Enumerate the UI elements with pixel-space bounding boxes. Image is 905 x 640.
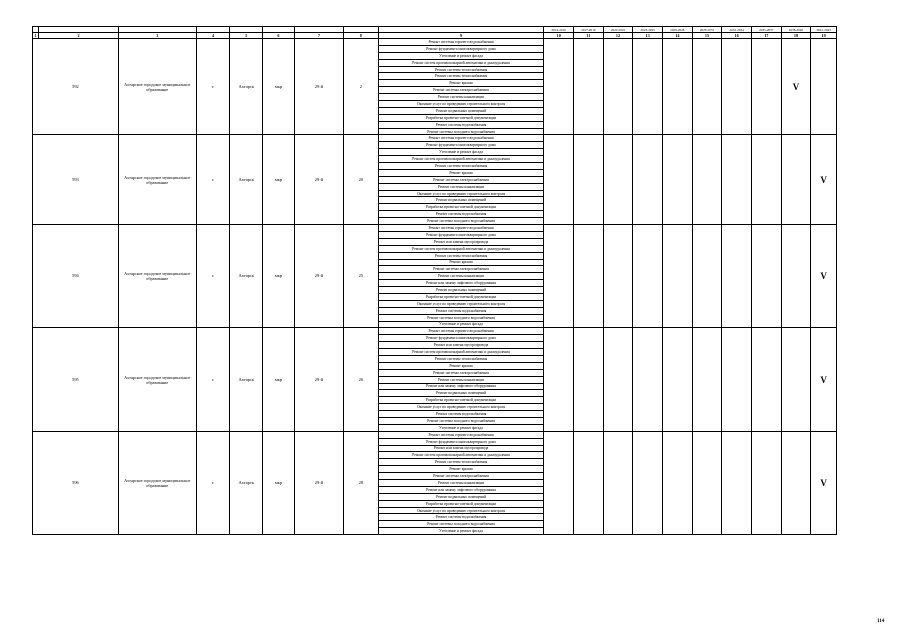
work-type-cell: Ремонт системы теплоснабжения [378, 73, 544, 80]
street-type-cell: мкр [263, 431, 295, 534]
work-type-cell: Ремонт систем противопожарной автоматики и дымоудаления [378, 245, 544, 252]
municipality-cell: Ахтарское городское муниципальное образование [118, 39, 196, 135]
work-type-cell: Утепление и ремонт фасада [378, 528, 544, 535]
work-type-cell: Ремонт системы водоснабжения [378, 211, 544, 218]
table-row [33, 135, 837, 142]
work-type-cell: Ремонт системы водоснабжения [378, 121, 544, 128]
period-cell [603, 328, 633, 431]
work-type-cell: Ремонт крыши [378, 169, 544, 176]
work-type-cell: Ремонт системы канализации [378, 273, 544, 280]
period-cell [663, 431, 693, 534]
work-type-cell: Ремонт систем противопожарной автоматики и дымоудаления [378, 349, 544, 356]
column-number-cell: 19 [811, 33, 837, 39]
municipality-cell: Ахтарское городское муниципальное образование [118, 225, 196, 328]
year-header-cell: 2035-2037 [751, 27, 781, 33]
work-type-cell: Ремонт системы горячего водоснабжения [378, 431, 544, 438]
column-number-cell: 13 [633, 33, 663, 39]
city-cell: Ахтарск [230, 135, 263, 225]
period-cell [663, 225, 693, 328]
work-type-cell: Ремонт фундамента многоквартирного дома [378, 438, 544, 445]
period-cell [781, 135, 811, 225]
column-number-cell: 10 [544, 33, 574, 39]
work-type-cell: Ремонт фундамента многоквартирного дома [378, 142, 544, 149]
period-cell [633, 39, 663, 135]
year-header-cell: 2014-2016 [544, 27, 574, 33]
work-type-cell: Разработка проектно-сметной документации [378, 397, 544, 404]
house-number-cell: 25 [343, 225, 378, 328]
column-number-cell: 5 [230, 33, 263, 39]
period-cell [633, 328, 663, 431]
work-type-cell: Ремонт фундамента многоквартирного дома [378, 231, 544, 238]
period-cell [544, 328, 574, 431]
work-type-cell: Ремонт или замену лифтового оборудования [378, 280, 544, 287]
period-mark-cell: V [781, 39, 811, 135]
work-type-cell: Ремонт системы электроснабжения [378, 266, 544, 273]
work-type-cell: Ремонт крыши [378, 362, 544, 369]
period-cell [751, 39, 781, 135]
settlement-type-cell: г. [196, 39, 230, 135]
year-header-cell: 2041-2043 [811, 27, 837, 33]
period-cell [811, 39, 837, 135]
column-number-cell: 15 [692, 33, 722, 39]
work-type-cell: Ремонт системы электроснабжения [378, 87, 544, 94]
city-cell: Ахтарск [230, 431, 263, 534]
period-cell [751, 328, 781, 431]
municipality-cell: Ахтарское городское муниципальное образование [118, 135, 196, 225]
year-header-cell: 2032-2034 [722, 27, 752, 33]
work-type-cell: Разработка проектно-сметной документации [378, 204, 544, 211]
work-type-cell: Ремонт системы электроснабжения [378, 473, 544, 480]
work-type-cell: Ремонт фундамента многоквартирного дома [378, 45, 544, 52]
work-type-cell: Ремонт системы электроснабжения [378, 176, 544, 183]
work-type-cell: Ремонт системы горячего водоснабжения [378, 135, 544, 142]
period-cell [781, 328, 811, 431]
work-type-cell: Ремонт системы холодного водоснабжения [378, 417, 544, 424]
page-number: 114 [877, 619, 885, 624]
work-type-cell: Разработка проектно-сметной документации [378, 114, 544, 121]
street-cell: 29-й [294, 328, 343, 431]
settlement-type-cell: г. [196, 135, 230, 225]
column-number-cell: 16 [722, 33, 752, 39]
year-header-cell: 2029-2031 [692, 27, 722, 33]
period-cell [692, 328, 722, 431]
work-type-cell: Утепление и ремонт фасада [378, 321, 544, 328]
table-row [33, 328, 837, 335]
period-mark-cell: V [811, 328, 837, 431]
row-id-cell: 595 [33, 328, 119, 431]
period-cell [633, 225, 663, 328]
house-number-cell: 2 [343, 39, 378, 135]
house-number-cell: 28 [343, 431, 378, 534]
year-header-cell: 2038-2040 [781, 27, 811, 33]
period-cell [692, 431, 722, 534]
period-cell [544, 135, 574, 225]
work-type-cell: Оказание услуг по проведению строительного контроля [378, 300, 544, 307]
column-number-cell: 18 [781, 33, 811, 39]
column-number-cell: 6 [263, 33, 295, 39]
house-number-cell: 20 [343, 135, 378, 225]
work-type-cell: Ремонт систем противопожарной автоматики и дымоудаления [378, 156, 544, 163]
year-header-cell: 2020-2022 [603, 27, 633, 33]
work-type-cell: Ремонт системы водоснабжения [378, 307, 544, 314]
municipality-cell: Ахтарское городское муниципальное образование [118, 431, 196, 534]
period-mark-cell: V [811, 225, 837, 328]
municipality-cell: Ахтарское городское муниципальное образование [118, 328, 196, 431]
row-id-cell: 592 [33, 39, 119, 135]
period-cell [751, 135, 781, 225]
period-cell [603, 135, 633, 225]
work-type-cell: Ремонт подвальных помещений [378, 493, 544, 500]
work-type-cell: Ремонт или замена мусоропровода [378, 238, 544, 245]
work-type-cell: Ремонт подвальных помещений [378, 197, 544, 204]
work-type-cell: Ремонт системы теплоснабжения [378, 66, 544, 73]
period-cell [633, 431, 663, 534]
work-type-cell: Ремонт системы водоснабжения [378, 514, 544, 521]
period-cell [574, 135, 604, 225]
period-mark-cell: V [811, 431, 837, 534]
period-cell [781, 225, 811, 328]
house-number-cell: 26 [343, 328, 378, 431]
period-cell [663, 328, 693, 431]
work-type-cell: Ремонт системы теплоснабжения [378, 252, 544, 259]
year-header-cell: 2023-2025 [633, 27, 663, 33]
column-number-cell: 3 [118, 33, 196, 39]
work-type-cell: Утепление и ремонт фасада [378, 52, 544, 59]
column-number-cell: 14 [663, 33, 693, 39]
work-type-cell: Утепление и ремонт фасада [378, 149, 544, 156]
street-cell: 29-й [294, 225, 343, 328]
column-number-cell: 9 [378, 33, 544, 39]
table-row [33, 39, 837, 46]
column-number-cell: 8 [343, 33, 378, 39]
column-number-cell: 12 [603, 33, 633, 39]
street-cell: 29-й [294, 431, 343, 534]
work-type-cell: Ремонт системы канализации [378, 183, 544, 190]
period-mark-cell: V [811, 135, 837, 225]
work-type-cell: Ремонт или замену лифтового оборудования [378, 383, 544, 390]
period-cell [663, 39, 693, 135]
work-type-cell: Ремонт системы канализации [378, 480, 544, 487]
period-cell [751, 225, 781, 328]
work-type-cell: Ремонт системы теплоснабжения [378, 355, 544, 362]
work-type-cell: Ремонт системы холодного водоснабжения [378, 218, 544, 225]
street-type-cell: мкр [263, 225, 295, 328]
work-type-cell: Оказание услуг по проведению строительного контроля [378, 404, 544, 411]
column-number-cell: 11 [574, 33, 604, 39]
settlement-type-cell: г. [196, 431, 230, 534]
work-type-cell: Ремонт подвальных помещений [378, 107, 544, 114]
column-number-cell: 2 [39, 33, 119, 39]
work-type-cell: Ремонт подвальных помещений [378, 287, 544, 294]
period-cell [574, 225, 604, 328]
period-cell [692, 225, 722, 328]
settlement-type-cell: г. [196, 225, 230, 328]
period-cell [544, 39, 574, 135]
work-type-cell: Оказание услуг по проведению строительного контроля [378, 190, 544, 197]
work-type-cell: Ремонт фундамента многоквартирного дома [378, 335, 544, 342]
work-type-cell: Ремонт системы канализации [378, 94, 544, 101]
work-type-cell: Разработка проектно-сметной документации [378, 500, 544, 507]
work-type-cell: Ремонт системы холодного водоснабжения [378, 128, 544, 135]
work-type-cell: Ремонт подвальных помещений [378, 390, 544, 397]
work-type-cell: Оказание услуг по проведению строительного контроля [378, 101, 544, 108]
settlement-type-cell: г. [196, 328, 230, 431]
work-type-cell: Ремонт системы водоснабжения [378, 411, 544, 418]
work-type-cell: Ремонт системы горячего водоснабжения [378, 328, 544, 335]
table-row [33, 431, 837, 438]
period-cell [574, 39, 604, 135]
street-type-cell: мкр [263, 328, 295, 431]
period-cell [544, 431, 574, 534]
work-type-cell: Разработка проектно-сметной документации [378, 293, 544, 300]
work-type-cell: Ремонт крыши [378, 80, 544, 87]
period-cell [722, 39, 752, 135]
work-type-cell: Ремонт системы теплоснабжения [378, 163, 544, 170]
period-cell [574, 328, 604, 431]
work-type-cell: Ремонт системы горячего водоснабжения [378, 225, 544, 232]
work-type-cell: Ремонт системы холодного водоснабжения [378, 314, 544, 321]
work-type-cell: Оказание услуг по проведению строительного контроля [378, 507, 544, 514]
period-cell [633, 135, 663, 225]
program-table [32, 26, 837, 535]
work-type-cell: Утепление и ремонт фасада [378, 424, 544, 431]
period-cell [781, 431, 811, 534]
row-id-cell: 593 [33, 135, 119, 225]
work-type-cell: Ремонт системы холодного водоснабжения [378, 521, 544, 528]
period-cell [722, 431, 752, 534]
column-number-cell: 1 [33, 33, 39, 39]
work-type-cell: Ремонт или замена мусоропровода [378, 342, 544, 349]
work-type-cell: Ремонт крыши [378, 259, 544, 266]
work-type-cell: Ремонт системы горячего водоснабжения [378, 39, 544, 46]
work-type-cell: Ремонт системы электроснабжения [378, 369, 544, 376]
period-cell [663, 135, 693, 225]
period-cell [692, 39, 722, 135]
work-type-cell: Ремонт или замену лифтового оборудования [378, 486, 544, 493]
period-cell [603, 225, 633, 328]
row-id-cell: 594 [33, 225, 119, 328]
work-type-cell: Ремонт системы канализации [378, 376, 544, 383]
city-cell: Ахтарск [230, 39, 263, 135]
street-cell: 29-й [294, 39, 343, 135]
period-cell [603, 431, 633, 534]
street-type-cell: мкр [263, 135, 295, 225]
city-cell: Ахтарск [230, 328, 263, 431]
column-number-cell: 4 [196, 33, 230, 39]
work-type-cell: Ремонт или замена мусоропровода [378, 445, 544, 452]
year-header-cell: 2026-2028 [663, 27, 693, 33]
street-type-cell: мкр [263, 39, 295, 135]
program-table-sheet [32, 26, 837, 535]
period-cell [574, 431, 604, 534]
year-header-cell: 2017-2019 [574, 27, 604, 33]
period-cell [544, 225, 574, 328]
column-number-cell: 17 [751, 33, 781, 39]
work-type-cell: Ремонт систем противопожарной автоматики и дымоудаления [378, 452, 544, 459]
city-cell: Ахтарск [230, 225, 263, 328]
work-type-cell: Ремонт систем противопожарной автоматики и дымоудаления [378, 59, 544, 66]
work-type-cell: Ремонт системы теплоснабжения [378, 459, 544, 466]
period-cell [722, 135, 752, 225]
period-cell [603, 39, 633, 135]
period-cell [722, 328, 752, 431]
table-row [33, 225, 837, 232]
period-cell [751, 431, 781, 534]
row-id-cell: 596 [33, 431, 119, 534]
street-cell: 29-й [294, 135, 343, 225]
period-cell [692, 135, 722, 225]
column-number-cell: 7 [294, 33, 343, 39]
period-cell [722, 225, 752, 328]
work-type-cell: Ремонт крыши [378, 466, 544, 473]
